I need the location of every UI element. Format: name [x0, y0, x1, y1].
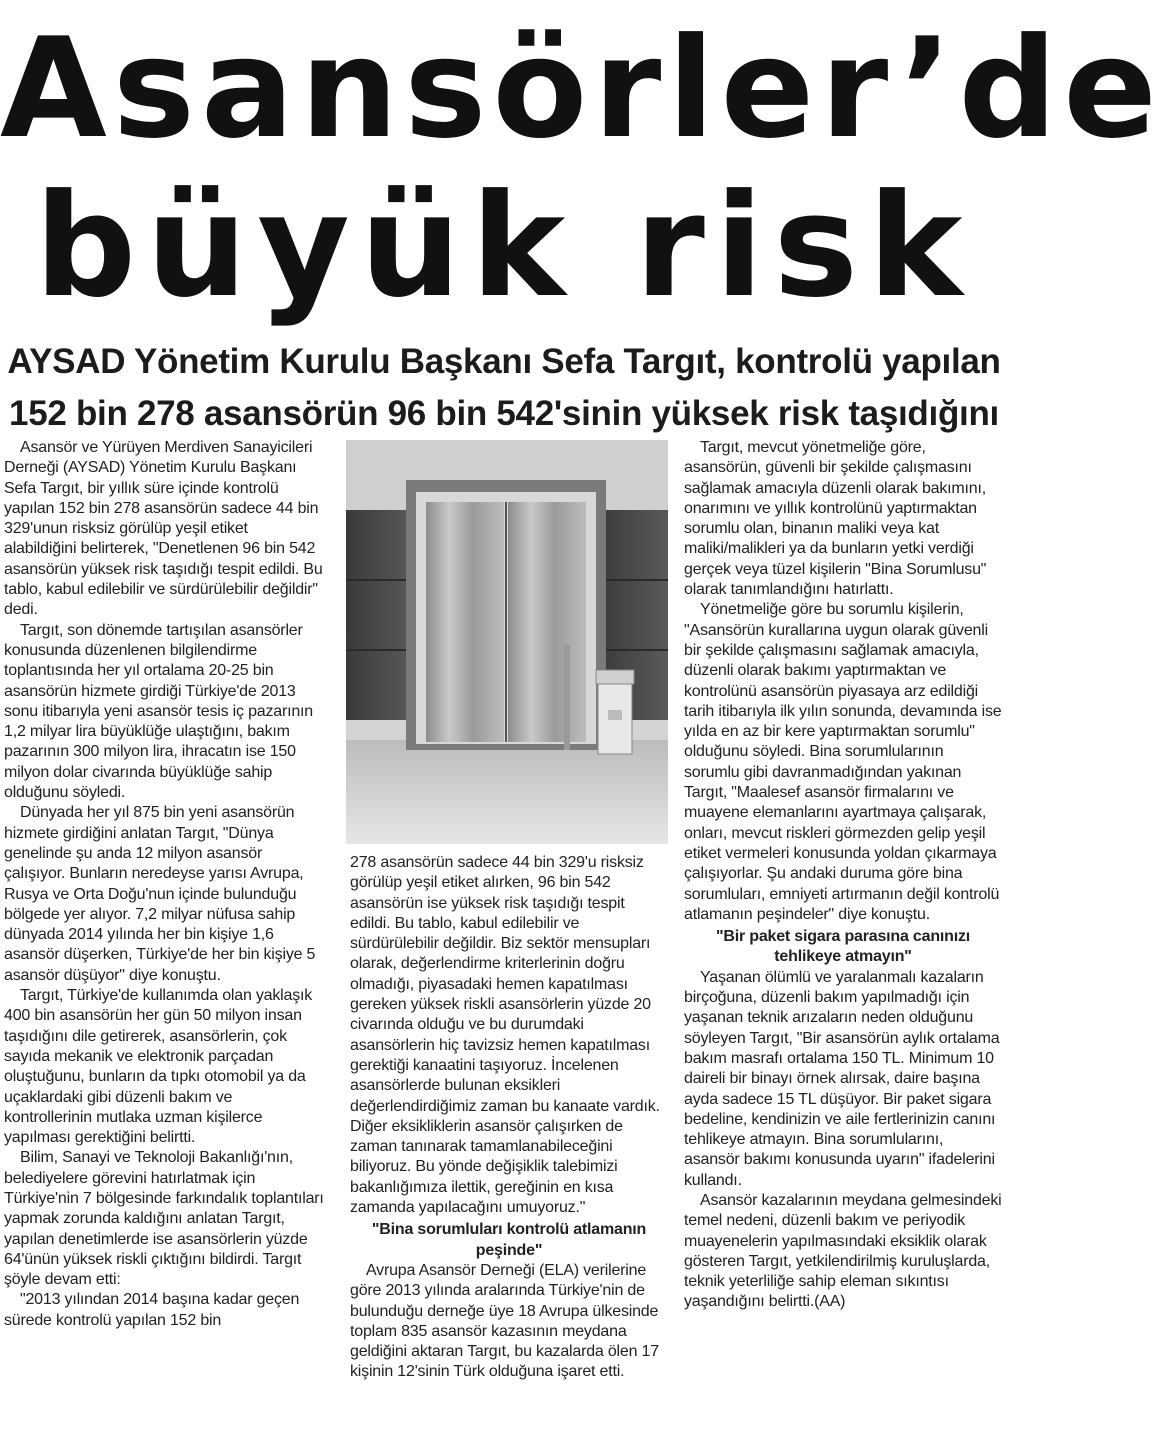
- article-column-1: [4, 438, 324, 1331]
- paragraph: Targıt, mevcut yönetmeliğe göre, asansörün, güvenli bir şekilde çalışmasını sağlamak amacıyla düzenli olarak bakımını, onarımını ve yıllık kontrolünü yaptırmaktan sorumlu olan, binanın maliki veya kat maliki/malikleri ya da bunların yetki verdiği gerçek veya tüzel kişilerin "Bina Sorumlusu" olarak tanımlandığını hatırlattı.: [684, 439, 987, 599]
- paragraph: Dünyada her yıl 875 bin yeni asansörün hizmete girdiğini anlatan Targıt, "Dünya genelinde şu anda 12 milyon asansör çalışıyor. Bunların neredeyse yarısı Avrupa, Rusya ve Orta Doğu'nun içinde bulunduğu bölgede yer alıyor. 7,2 milyar nüfusa sahip dünyada 2014 yılında her bin kişiye 1,6 asansör düşerken, Türkiye'de her bin kişiye 5 asansör düşüyor" diye konuştu.: [4, 804, 316, 984]
- article-column-3: [684, 438, 1002, 1313]
- paragraph: Bilim, Sanayi ve Teknoloji Bakanlığı'nın, belediyelere görevini hatırlatmak için Türkiye'nin 7 bölgesinde farkındalık toplantıları yapmak zorunda kaldığını anlatan Targıt, yapılan denetimlerde ise asansörlerin yüzde 64'ünün yüksek riskli çıktığını bildirdi. Targıt şöyle devam etti:: [4, 1149, 324, 1289]
- elevator-photo: [346, 440, 668, 844]
- paragraph: Yaşanan ölümlü ve yaralanmalı kazaların birçoğuna, düzenli bakım yapılmadığı için yaşanan teknik arızaların neden olduğunu söyleyen Targıt, "Bir asansörün aylık ortalama bakım masrafı ortalama 150 TL. Minimum 10 daireli bir binayı örnek alırsak, daire başına ayda sadece 15 TL düşüyor. Bir paket sigara bedeline, kendinizin ve aile fertlerinizin canını tehlikeye atmayın. Bina sorumlularını, asansör bakımı konusunda uyarın" ifadelerini kullandı.: [684, 968, 1000, 1189]
- subheading: "Bir paket sigara parasına canınızı tehlikeye atmayın": [715, 928, 971, 966]
- subheadline: AYSAD Yönetim Kurulu Başkanı Sefa Targıt, kontrolü yapılan 152 bin 278 asansörün 96 bin 542'sinin yüksek risk taşıdığını: [7, 342, 1001, 433]
- paragraph: 278 asansörün sadece 44 bin 329'u risksiz görülüp yeşil etiket alırken, 96 bin 542 asansörün ise yüksek risk taşıdığı tespit edildi. Bu tablo, kabul edilebilir ve sürdürülebilir değildir. Biz sektör mensupları olarak, değerlendirme kriterlerinin doğru olmadığı, piyasadaki hemen kapatılması gereken yüksek riskli asansörlerin yüzde 20 civarında olduğu ve bu durumdaki asansörlerin hiç tavizsiz hemen kapatılması gerektiği kanaatini taşıyoruz. İncelenen asansörlerde bulunan eksikleri değerlendirdiğimiz zaman bu kanaate vardık. Diğer eksikliklerin asansör çalışırken de zaman tanınarak tamamlanabileceğini biliyoruz. Bu yönde değişiklik talebimizi bakanlığımıza ilettik, gereğinin en kısa zamanda yapılacağını umuyoruz.": [350, 854, 660, 1217]
- paragraph: Targıt, son dönemde tartışılan asansörler konusunda düzenlenen bilgilendirme toplantısında her yıl ortalama 20-25 bin asansörün hizmete girdiği Türkiye'de 2013 sonu itibarıyla yeni asansör tesis iç pazarının 1,2 milyar lira büyüklüğe ulaştığını, bakım pazarının 300 milyon lira, ihracatın ise 150 milyon dolar civarında büyüklüğe sahip olduğunu söyledi.: [4, 621, 313, 802]
- subheading: "Bina sorumluları kontrolü atlamanın peşinde": [371, 1221, 647, 1259]
- paragraph: Avrupa Asansör Derneği (ELA) verilerine göre 2013 yılında aralarında Türkiye'nin de bulunduğu derneğe üye 18 Avrupa ülkesinde toplam 835 asansör kazasının meydana geldiğini aktaran Targıt, bu kazalarda ölen 17 kişinin 12'sinin Türk olduğuna işaret etti.: [350, 1261, 659, 1381]
- paragraph: Targıt, Türkiye'de kullanımda olan yaklaşık 400 bin asansörün her gün 50 milyon insan taşıdığını dile getirerek, asansörlerin, çok sayıda mekanik ve elektronik parçadan oluştuğunu, bunların da tıpkı otomobil ya da uçaklardaki gibi düzenli bakım ve kontrollerinin mutlaka uzman kişilerce yapılması gerektiğini belirtti.: [4, 987, 313, 1147]
- paragraph: Asansör kazalarının meydana gelmesindeki temel nedeni, düzenli bakım ve periyodik muayenelerin yapılmasındaki eksiklik olarak gösteren Targıt, yetkilendirilmiş kuruluşlarda, teknik yeterliliğe sahip eleman sıkıntısı yaşandığını belirtti.(AA): [684, 1191, 1002, 1311]
- article-column-2: [350, 853, 668, 1383]
- paragraph: Yönetmeliğe göre bu sorumlu kişilerin, "Asansörün kurallarına uygun olarak güvenli bir şekilde çalışmasını sağlamak amacıyla, düzenli olarak bakımı yaptırmaktan ve kontrolünü asansörün piyasaya arz edildiği tarih itibarıyla ilk yılın sonunda, devamında ise yılda en az bir kere yaptırmaktan sorumlu" olduğunu söyledi. Bina sorumlularının sorumlu gibi davranmadığından yakınan Targıt, "Maalesef asansör firmalarını ve muayene elemanlarını ayartmaya çalışarak, onları, mevcut riskleri görmezden gelip yeşil etiket vermeleri konusunda yoldan çıkarmaya çalışıyorlar. Şu andaki duruma göre bina sorumluları, emniyeti artırmanın değil kontrolü atlamanın peşindeler" diye konuştu.: [684, 601, 1002, 923]
- headline-line-2: büyük risk: [34, 164, 973, 329]
- paragraph: "2013 yılından 2014 başına kadar geçen sürede kontrolü yapılan 152 bin: [4, 1291, 300, 1329]
- headline-line-1: Asansörler’de: [0, 8, 1163, 169]
- paragraph: Asansör ve Yürüyen Merdiven Sanayicileri Derneği (AYSAD) Yönetim Kurulu Başkanı Sefa Targıt, bir yıllık süre içinde kontrolü yapılan 152 bin 278 asansörün sadece 44 bin 329'unun risksiz görülüp yeşil etiket alabildiğini belirterek, "Denetlenen 96 bin 542 asansörün yüksek risk taşıdığı tespit edildi. Bu tablo, kabul edilebilir ve sürdürülebilir değildir" dedi.: [4, 439, 323, 619]
